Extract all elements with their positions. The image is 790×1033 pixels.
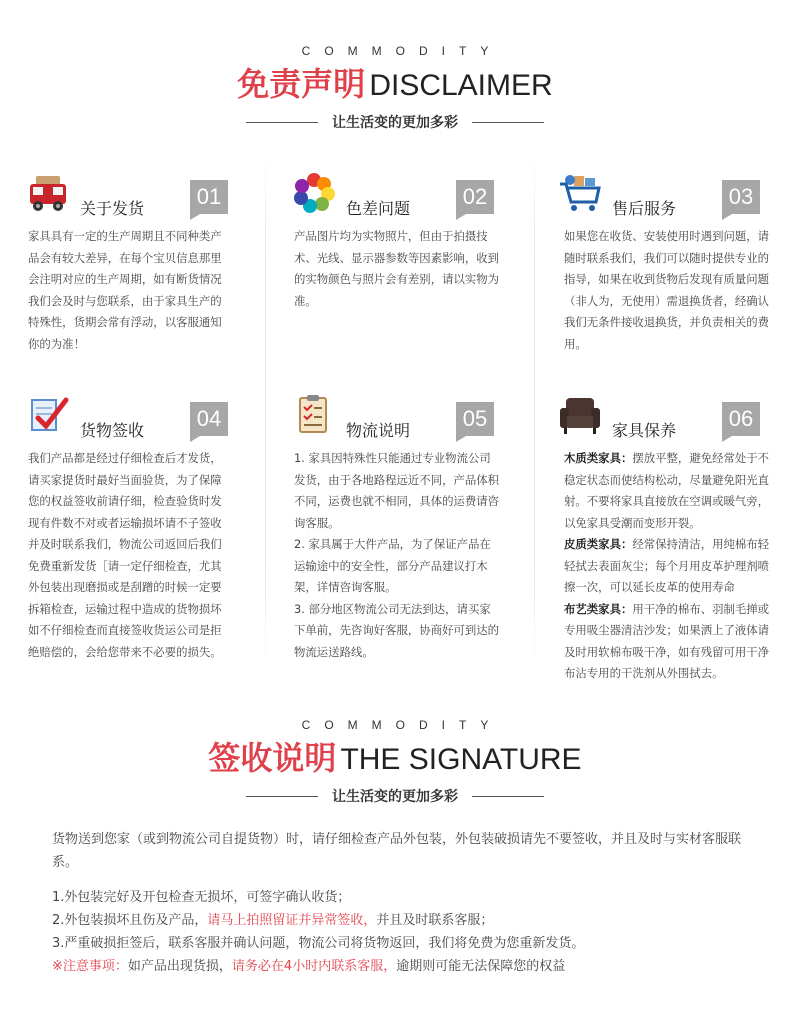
signature-title-cn: 签收说明 bbox=[208, 739, 337, 777]
delivery-truck-icon bbox=[26, 170, 70, 214]
signature-section bbox=[0, 718, 790, 974]
card-title: 物流说明 bbox=[346, 421, 411, 440]
disclaimer-slogan bbox=[0, 112, 790, 132]
paragraph-label: 皮质类家具： bbox=[564, 537, 633, 551]
card-maintenance bbox=[554, 372, 790, 685]
signature-title bbox=[0, 738, 790, 780]
card-title: 家具保养 bbox=[612, 421, 677, 440]
disclaimer-title-en: DISCLAIMER bbox=[369, 69, 553, 102]
paragraph-label: 木质类家具： bbox=[564, 451, 633, 465]
disclaimer-title-cn: 免责声明 bbox=[237, 65, 366, 103]
divider-line bbox=[472, 796, 544, 797]
shopping-cart-icon bbox=[558, 170, 602, 214]
paragraph-text: 用干净的棉布、羽制毛掸或专用吸尘器清洁沙发；如果洒上了液体请及时用软棉布吸干净，如有残留可用干净布沾专用的干洗剂从外围拭去。 bbox=[564, 601, 770, 680]
signature-header bbox=[0, 718, 790, 806]
item-highlight: 请马上拍照留证并异常签收， bbox=[207, 913, 377, 928]
divider-line bbox=[246, 122, 318, 123]
card-body bbox=[22, 226, 236, 355]
card-receipt bbox=[22, 372, 262, 663]
signature-item-1: 1.外包装完好及开包检查无损坏，可签字确认收货； bbox=[52, 890, 351, 905]
disclaimer-title bbox=[0, 64, 790, 106]
signature-title-en: THE SIGNATURE bbox=[340, 743, 582, 776]
card-number: 01 bbox=[190, 180, 228, 214]
card-color-difference bbox=[288, 150, 528, 312]
card-number: 05 bbox=[456, 402, 494, 436]
card-number: 03 bbox=[722, 180, 760, 214]
card-paragraph: 2. 家具属于大件产品，为了保证产品在运输途中的安全性，部分产品建议打木架，详情咨询客服。 bbox=[294, 537, 491, 594]
card-paragraph bbox=[564, 448, 778, 534]
card-paragraph: 如果您在收货、安装使用时遇到问题，请随时联系我们，我们可以随时提供专业的指导，如果在收到货物后发现有质量问题（非人为，无使用）需退换货者，经确认我们无条件接收退换货，并负责相关的费用。 bbox=[564, 229, 770, 351]
card-body bbox=[558, 226, 776, 355]
card-shipping bbox=[22, 150, 262, 355]
card-after-sales bbox=[554, 150, 790, 355]
clipboard-checklist-icon bbox=[292, 392, 336, 436]
column-divider bbox=[265, 150, 266, 670]
armchair-icon bbox=[558, 392, 602, 436]
slogan-text: 让生活变的更加多彩 bbox=[332, 789, 458, 805]
card-paragraph bbox=[564, 534, 778, 599]
card-paragraph: 3. 部分地区物流公司无法到达，请买家下单前，先咨询好客服，协商好可到达的物流运送路线。 bbox=[294, 601, 500, 659]
signature-slogan bbox=[0, 786, 790, 806]
divider-line bbox=[246, 796, 318, 797]
note-highlight: 请务必在4小时内联系客服， bbox=[231, 959, 397, 974]
card-body bbox=[288, 448, 506, 663]
note-text: 逾期则可能无法保障您的权益 bbox=[396, 959, 566, 974]
commodity-label: COMMODITY bbox=[301, 44, 503, 58]
card-paragraph: 我们产品都是经过仔细检查后才发货，请买家提货时最好当面验货，为了保障您的权益签收前请仔细，检查验货时发现有件数不对或者运输损坏请不子签收并及时联系我们，物流公司返回后我们免费重新发货［请一定仔细检查，尤其外包装出现磨损或是刮蹭的时候一定要拆箱检查，运输过程中造成的货物损坏如不仔细检查而直接签收货运公司是拒绝赔偿的，会给您带来不必要的损失。 bbox=[28, 451, 222, 659]
card-number: 02 bbox=[456, 180, 494, 214]
disclaimer-cards-grid bbox=[22, 150, 782, 690]
color-wheel-icon bbox=[292, 170, 336, 214]
card-logistics bbox=[288, 372, 528, 663]
signature-item-2 bbox=[52, 909, 762, 932]
card-title: 关于发货 bbox=[80, 199, 145, 218]
card-number: 04 bbox=[190, 402, 228, 436]
signature-intro: 货物送到您家（或到物流公司自提货物）时，请仔细检查产品外包装，外包装破损请先不要签收，并且及时与实材客服联系。 bbox=[52, 832, 742, 870]
card-paragraph bbox=[564, 599, 778, 685]
commodity-label: COMMODITY bbox=[301, 718, 503, 732]
signature-body bbox=[52, 828, 762, 978]
card-paragraph: 1. 家具因特殊性只能通过专业物流公司发货，由于各地路程远近不同，产品体积不同，运费也就不相同，具体的运费请咨询客服。 bbox=[294, 451, 500, 530]
checkmark-document-icon bbox=[26, 392, 70, 436]
paragraph-text: 摆放平整，避免经常处于不稳定状态而使结构松动，尽量避免阳光直射。不要将家具直接放在空调或暖气旁，以免家具受潮而变形开裂。 bbox=[564, 451, 770, 530]
card-title: 售后服务 bbox=[612, 199, 677, 218]
divider-line bbox=[472, 122, 544, 123]
item-text: 并且及时联系客服； bbox=[376, 913, 494, 928]
note-label: ※注意事项： bbox=[52, 959, 128, 974]
card-body bbox=[22, 448, 236, 663]
card-number: 06 bbox=[722, 402, 760, 436]
paragraph-text: 经常保持清洁，用纯棉布轻轻拭去表面灰尘；每个月用皮革护理剂喷擦一次，可以延长皮革的使用寿命 bbox=[564, 537, 770, 594]
card-paragraph: 产品图片均为实物照片，但由于拍摄技术、光线、显示器参数等因素影响，收到的实物颜色与照片会有差别，请以实物为准。 bbox=[294, 229, 500, 308]
note-text: 如产品出现货损， bbox=[127, 959, 232, 974]
card-body bbox=[558, 448, 782, 685]
card-paragraph: 家具具有一定的生产周期且不同种类产品会有较大差异，在每个宝贝信息那里会注明对应的生产周期，如有断货情况我们会及时与您联系，由于家具生产的特殊性，货期会常有浮动，以客服通知你的为准！ bbox=[28, 229, 222, 351]
signature-note bbox=[52, 955, 762, 978]
signature-item-3: 3.严重破损拒签后，联系客服并确认问题，物流公司将货物返回，我们将免费为您重新发货。 bbox=[52, 936, 585, 951]
item-text: 2.外包装损坏且伤及产品， bbox=[52, 913, 208, 928]
slogan-text: 让生活变的更加多彩 bbox=[332, 115, 458, 131]
card-body bbox=[288, 226, 506, 312]
paragraph-label: 布艺类家具： bbox=[564, 601, 633, 616]
card-title: 色差问题 bbox=[346, 199, 411, 218]
column-divider bbox=[534, 150, 535, 670]
disclaimer-header bbox=[0, 44, 790, 132]
card-title: 货物签收 bbox=[80, 421, 145, 440]
